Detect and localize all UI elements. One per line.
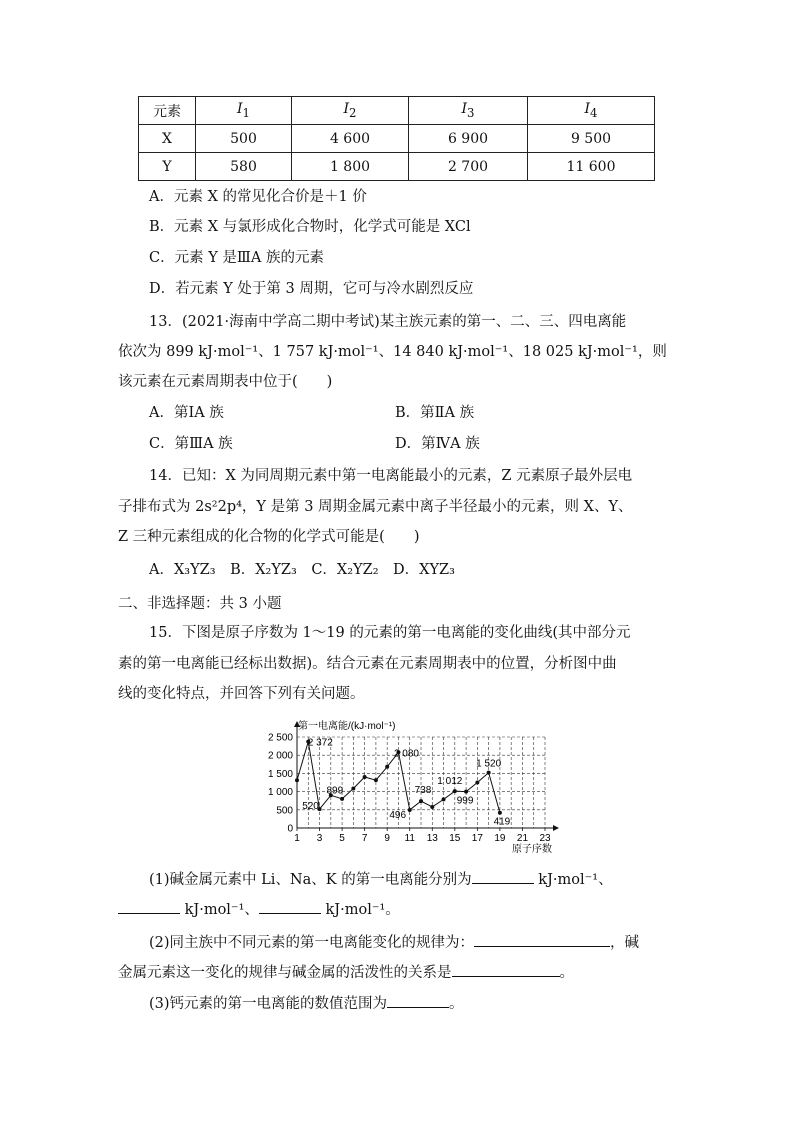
x-axis-arrow: [553, 825, 559, 831]
q12-option-a: A．元素 X 的常见化合价是＋1 价: [149, 189, 367, 205]
q15-part-2-line-2: [118, 962, 574, 983]
data-label: 419: [493, 816, 511, 828]
table-cell: 580: [196, 153, 292, 181]
q15-unit: kJ·mol⁻¹、: [533, 872, 613, 888]
q15-unit: kJ·mol⁻¹、: [180, 902, 259, 918]
y-tick-label: 500: [276, 805, 293, 817]
q15-part-3-end: 。: [449, 996, 464, 1012]
x-tick-label: 15: [449, 833, 461, 844]
q13-stem-line-2: 依次为 899 kJ·mol⁻¹、1 757 kJ·mol⁻¹、14 840 kJ·mol⁻¹、18 025 kJ·mol⁻¹，则: [118, 344, 667, 360]
ionization-energy-chart: [262, 718, 562, 858]
data-point: [363, 775, 367, 779]
chart-ylabel: 第一电离能/(kJ·mol⁻¹): [298, 721, 396, 732]
q13-option-d: D．第ⅣA 族: [395, 436, 480, 452]
data-point: [419, 799, 423, 803]
answer-blank-li[interactable]: [472, 869, 534, 884]
q15-part-1-line-1: [149, 869, 613, 890]
table-cell: Y: [139, 153, 196, 181]
answer-blank-na[interactable]: [118, 899, 180, 914]
data-label: 1 012: [437, 776, 463, 788]
data-point: [295, 778, 299, 782]
q15-part-1-line-2: [118, 899, 400, 920]
data-point: [487, 771, 491, 775]
data-label: 2 080: [393, 748, 419, 760]
q15-unit: kJ·mol⁻¹。: [320, 902, 400, 918]
answer-blank-ca[interactable]: [387, 993, 449, 1008]
data-point: [385, 765, 389, 769]
q15-stem-line-1: 15．下图是原子序数为 1～19 的元素的第一电离能的变化曲线(其中部分元: [149, 625, 631, 641]
x-tick-label: 9: [384, 833, 390, 844]
q12-option-b: B．元素 X 与氯形成化合物时，化学式可能是 XCl: [149, 219, 471, 235]
header-element: 元素: [139, 97, 196, 125]
data-point: [351, 786, 355, 790]
data-label: 1 520: [476, 758, 502, 770]
ionization-table: [138, 96, 655, 181]
table-cell: 11 600: [528, 153, 655, 181]
data-point: [464, 790, 468, 794]
table-cell: 6 900: [409, 125, 528, 153]
q15-part-1-text: (1)碱金属元素中 Li、Na、K 的第一电离能分别为: [149, 872, 472, 888]
data-point: [340, 797, 344, 801]
y-tick-label: 1 000: [267, 787, 293, 799]
section-heading: 二、非选择题：共 3 小题: [118, 596, 282, 612]
data-label: 496: [389, 809, 407, 821]
data-point: [430, 805, 434, 809]
data-point: [374, 778, 378, 782]
table-cell: 4 600: [292, 125, 409, 153]
q13-option-c: C．第ⅢA 族: [149, 436, 233, 452]
x-tick-label: 21: [516, 833, 529, 844]
x-tick-label: 3: [316, 833, 323, 844]
y-tick-label: 2 000: [267, 750, 293, 762]
q14-stem-line-3: Z 三种元素组成的化合物的化学式可能是( ): [118, 529, 420, 545]
data-label: 999: [456, 795, 474, 807]
table-header-row: [139, 97, 655, 125]
table-cell: 9 500: [528, 125, 655, 153]
x-tick-label: 7: [361, 833, 368, 844]
answer-blank-k[interactable]: [259, 899, 321, 914]
chart-xlabel: 原子序数: [512, 844, 552, 855]
q15-stem-line-2: 素的第一电离能已经标出数据)。结合元素在元素周期表中的位置，分析图中曲: [118, 656, 617, 672]
q13-stem-line-1: 13．(2021·海南中学高二期中考试)某主族元素的第一、二、三、四电离能: [149, 314, 627, 330]
data-label: 520: [302, 801, 319, 813]
table-row: [139, 125, 655, 153]
x-tick-label: 23: [539, 833, 551, 844]
q15-part-2-text: (2)同主族中不同元素的第一电离能变化的规律为：: [149, 935, 475, 951]
q15-part-3: [149, 993, 464, 1014]
q14-options: A．X₃YZ₃ B．X₂YZ₃ C．X₂YZ₂ D．XYZ₃: [149, 562, 455, 578]
q15-part-3-text: (3)钙元素的第一电离能的数值范围为: [149, 996, 388, 1012]
header-i2: $I_2$: [292, 97, 409, 125]
q15-stem-line-3: 线的变化特点，并回答下列有关问题。: [118, 686, 365, 702]
q13-option-b: B．第ⅡA 族: [395, 405, 475, 421]
x-tick-label: 5: [339, 833, 345, 844]
data-point: [498, 811, 502, 815]
data-point: [453, 789, 457, 793]
x-tick-label: 13: [426, 833, 438, 844]
answer-blank-relation[interactable]: [452, 962, 560, 977]
table-cell: 500: [196, 125, 292, 153]
x-tick-label: 11: [404, 833, 415, 844]
q12-option-c: C．元素 Y 是ⅢA 族的元素: [149, 250, 324, 266]
data-label: 899: [326, 785, 344, 797]
y-tick-label: 1 500: [267, 768, 293, 780]
header-i3: $I_3$: [409, 97, 528, 125]
y-tick-label: 2 500: [267, 732, 293, 744]
q13-option-a: A．第ⅠA 族: [149, 405, 224, 421]
chart-series: [295, 738, 511, 828]
header-i4: $I_4$: [528, 97, 655, 125]
chart-grid: [297, 737, 545, 828]
x-tick-label: 17: [471, 833, 483, 844]
x-tick-label: 19: [494, 833, 506, 844]
table-cell: 2 700: [409, 153, 528, 181]
q15-part-2-text-tail: ，碱: [610, 935, 640, 951]
table-row: [139, 153, 655, 181]
y-tick-label: 0: [287, 823, 293, 835]
data-label: 738: [414, 785, 432, 797]
data-point: [442, 797, 446, 801]
q12-option-d: D．若元素 Y 处于第 3 周期，它可与冷水剧烈反应: [149, 281, 474, 297]
data-label: 2 372: [307, 737, 333, 749]
q14-stem-line-1: 14．已知：X 为同周期元素中第一电离能最小的元素，Z 元素原子最外层电: [149, 468, 633, 484]
answer-blank-trend[interactable]: [474, 932, 610, 947]
header-i1: $I_1$: [196, 97, 292, 125]
q15-part-2-line-1: [149, 932, 639, 953]
table-cell: X: [139, 125, 196, 153]
table-cell: 1 800: [292, 153, 409, 181]
data-point: [408, 808, 412, 812]
q15-part-2-text-2: 金属元素这一变化的规律与碱金属的活泼性的关系是: [118, 965, 452, 981]
q13-stem-line-3: 该元素在元素周期表中位于( ): [118, 374, 333, 390]
q14-stem-line-2: 子排布式为 2s²2p⁴，Y 是第 3 周期金属元素中离子半径最小的元素，则 X、Y、: [118, 499, 633, 515]
x-tick-label: 1: [294, 833, 300, 844]
data-point: [475, 780, 479, 784]
q15-part-2-end: 。: [559, 965, 574, 981]
